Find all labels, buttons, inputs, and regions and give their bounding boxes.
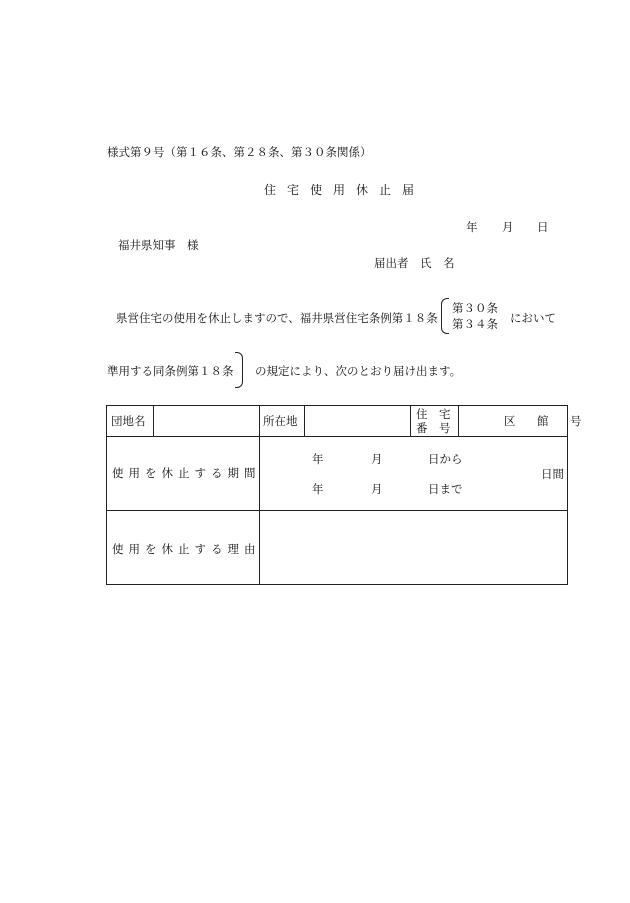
- period-label: 使用を休止する期間: [112, 466, 261, 480]
- applicant-name-label: 届出者 氏 名: [374, 256, 455, 270]
- from-month: 月: [371, 452, 383, 466]
- page-title: 住宅使用休止届: [264, 183, 426, 197]
- to-day: 日まで: [428, 482, 463, 496]
- from-year: 年: [312, 452, 324, 466]
- date-day: 日: [537, 220, 549, 234]
- to-year: 年: [312, 482, 324, 496]
- body-line1-prefix: 県営住宅の使用を休止しますので、福井県営住宅条例第１８条: [116, 311, 438, 325]
- right-brace: [235, 352, 243, 388]
- addressee: 福井県知事 様: [118, 238, 199, 252]
- col-divider-main: [259, 406, 260, 584]
- location-value[interactable]: [306, 408, 408, 434]
- option-article-34: 第３４条: [452, 317, 498, 331]
- form-number: 様式第９号（第１６条、第２８条、第３０条関係）: [107, 145, 372, 159]
- date-month: 月: [502, 220, 514, 234]
- body-line1-suffix: において: [510, 311, 556, 325]
- unit-label: 区 館 号: [504, 414, 587, 428]
- form-table: [106, 405, 587, 585]
- col-divider-header-4: [458, 406, 459, 436]
- row-divider-1: [107, 436, 567, 437]
- body-line2-suffix: の規定により、次のとおり届け出ます。: [255, 364, 462, 378]
- housing-complex-label: 団地名: [111, 414, 146, 428]
- col-divider-header-3: [410, 406, 411, 436]
- days-label: 日間: [541, 467, 564, 481]
- house-number-label-2: 番 号: [416, 421, 451, 435]
- date-year: 年: [466, 220, 478, 234]
- col-divider-header-2: [304, 406, 305, 436]
- location-label: 所在地: [263, 414, 298, 428]
- col-divider-header-1: [153, 406, 154, 436]
- house-number-label-1: 住 宅: [416, 407, 451, 421]
- housing-complex-value[interactable]: [155, 408, 257, 434]
- reason-value[interactable]: [261, 512, 565, 582]
- reason-label: 使用を休止する理由: [112, 542, 261, 556]
- option-article-30: 第３０条: [452, 301, 498, 315]
- from-day: 日から: [428, 452, 463, 466]
- to-month: 月: [371, 482, 383, 496]
- body-line2-prefix: 準用する同条例第１８条: [107, 364, 234, 378]
- row-divider-2: [107, 510, 567, 511]
- left-brace: [441, 298, 449, 334]
